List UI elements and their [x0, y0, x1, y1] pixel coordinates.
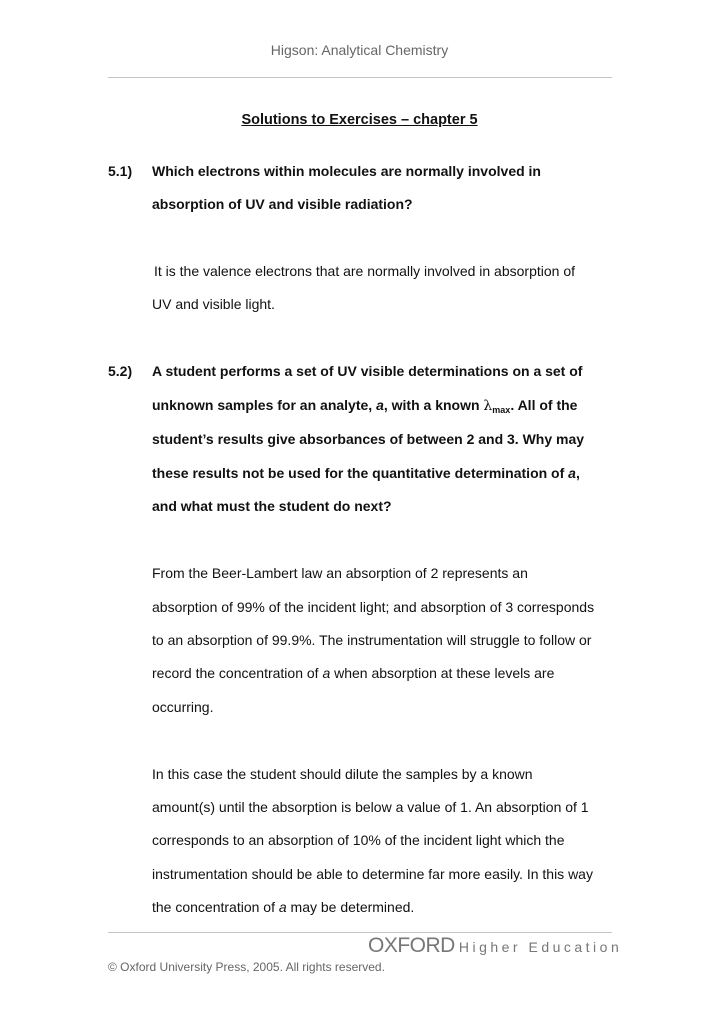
answer-5-1-line: It is the valence electrons that are normally involved in absorption of: [154, 263, 576, 279]
answer-5-2-line: occurring.: [152, 699, 214, 715]
analyte-variable: a: [322, 665, 331, 681]
question-number-5-2: 5.2): [108, 363, 133, 379]
question-5-2-line: student’s results give absorbances of between 2 and 3. Why may: [152, 431, 585, 447]
analyte-variable: a: [568, 465, 576, 481]
answer-5-2-line: amount(s) until the absorption is below a value of 1. An absorption of 1: [152, 799, 589, 815]
header-divider: [108, 77, 612, 78]
answer-5-1-line: UV and visible light.: [152, 296, 275, 312]
footer-divider: [108, 932, 612, 933]
lambda-symbol: λ: [483, 398, 493, 414]
analyte-variable: a: [376, 397, 384, 413]
question-5-2-line: unknown samples for an analyte, a, with a known $\lambda_{max}$. All of the: [152, 397, 578, 415]
answer-5-2-line: From the Beer-Lambert law an absorption of 2 represents an: [152, 565, 528, 581]
answer-5-2-line: record the concentration of a when absorption at these levels are: [152, 665, 555, 681]
answer-5-2-line: the concentration of a may be determined.: [152, 899, 415, 915]
answer-5-2-line: In this case the student should dilute the samples by a known: [152, 766, 533, 782]
answer-5-2-line: instrumentation should be able to determine far more easily. In this way: [152, 866, 593, 882]
question-5-1-line: absorption of UV and visible radiation?: [152, 196, 413, 212]
page-title: Solutions to Exercises – chapter 5: [241, 112, 478, 128]
question-5-2-line: these results not be used for the quantitative determination of a,: [152, 465, 580, 481]
question-5-2-line: A student performs a set of UV visible determinations on a set of: [152, 363, 583, 379]
answer-5-2-line: corresponds to an absorption of 10% of the incident light which the: [152, 832, 565, 848]
analyte-variable: a: [278, 899, 287, 915]
answer-5-2-line: absorption of 99% of the incident light; and absorption of 3 corresponds: [152, 599, 595, 615]
answer-5-2-line: to an absorption of 99.9%. The instrumentation will struggle to follow or: [152, 632, 592, 648]
question-5-1-line: Which electrons within molecules are normally involved in: [152, 163, 541, 179]
oxford-wordmark: OXFORD: [368, 934, 455, 957]
higher-education-wordmark: Higher Education: [458, 939, 623, 955]
question-5-2-line: and what must the student do next?: [152, 498, 392, 514]
lambda-subscript: max: [492, 405, 511, 415]
question-number-5-1: 5.1): [108, 163, 133, 179]
copyright-notice: © Oxford University Press, 2005. All rights reserved.: [108, 960, 385, 974]
oxford-logo: [368, 934, 622, 958]
running-header: Higson: Analytical Chemistry: [270, 42, 449, 58]
